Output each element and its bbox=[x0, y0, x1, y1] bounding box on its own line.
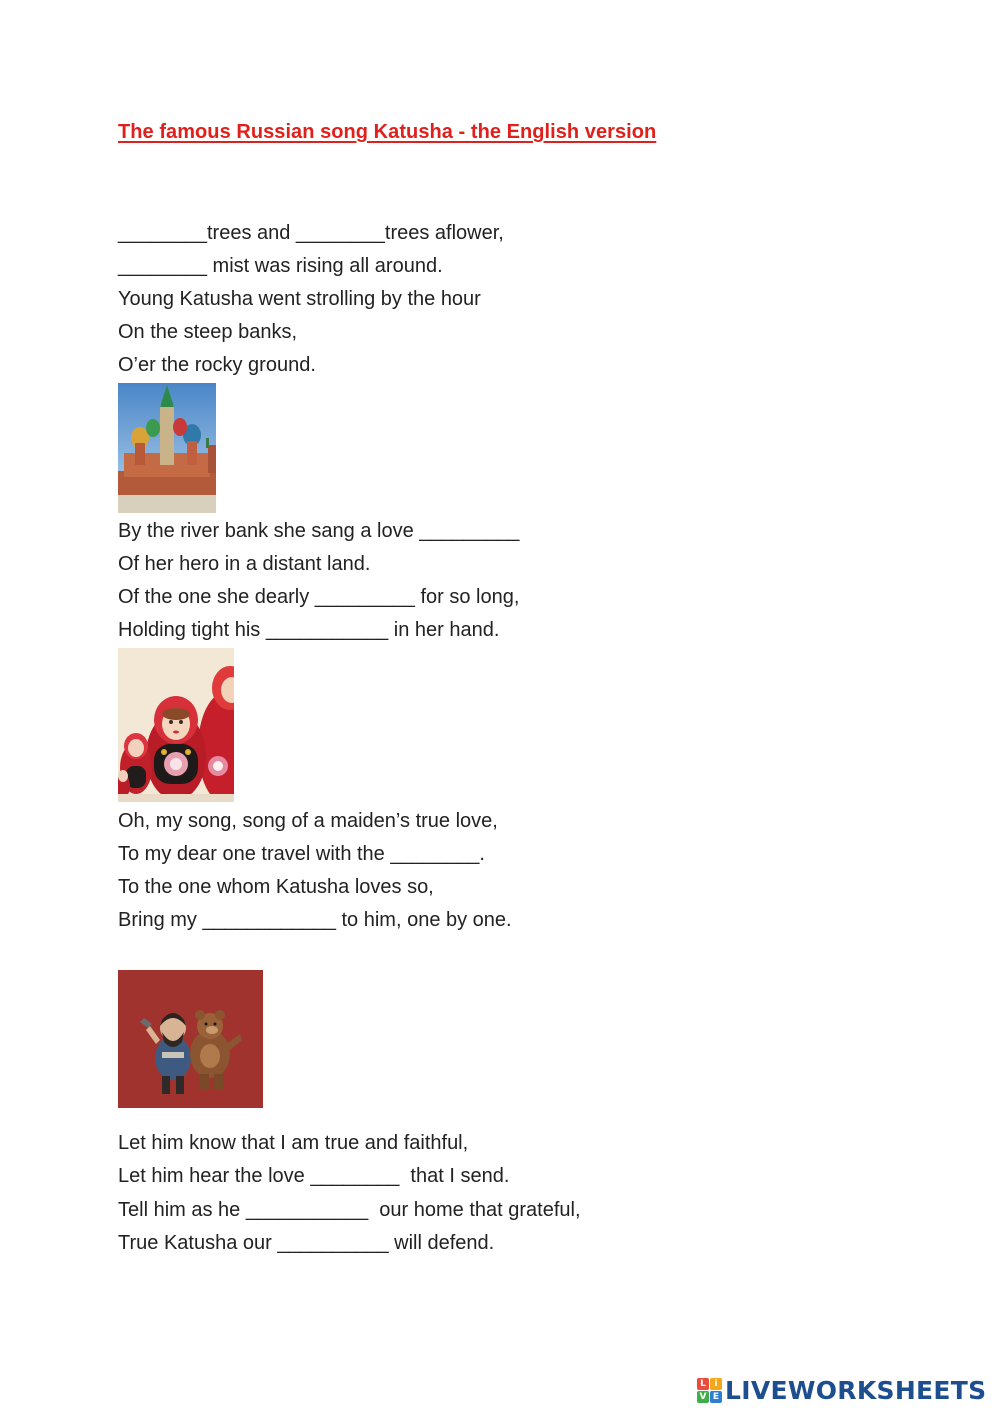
stanza1-line-3: Young Katusha went strolling by the hour bbox=[118, 288, 481, 310]
stanza2-line-4: Holding tight his ___________ in her hand. bbox=[118, 619, 500, 641]
stanza2-line-3: Of the one she dearly _________ for so long, bbox=[118, 586, 520, 608]
stanza4-line-2: Let him hear the love ________ that I send. bbox=[118, 1165, 510, 1187]
stanza4-line-4: True Katusha our __________ will defend. bbox=[118, 1232, 495, 1254]
stanza3-line-3: To the one whom Katusha loves so, bbox=[118, 876, 434, 898]
stanza1-line-1: ________trees and ________trees aflower, bbox=[118, 222, 504, 244]
stanza2-line-1: By the river bank she sang a love _________ bbox=[118, 520, 520, 542]
stanza1-line-2: ________ mist was rising all around. bbox=[118, 255, 443, 277]
dancers-image bbox=[118, 970, 263, 1108]
liveworksheets-logo bbox=[697, 1376, 986, 1405]
logo-cubes-icon bbox=[697, 1377, 723, 1405]
logo-text: LIVEWORKSHEETS bbox=[725, 1376, 987, 1405]
logo-cube-i: i bbox=[710, 1378, 722, 1390]
stanza3-line-2: To my dear one travel with the ________. bbox=[118, 843, 485, 865]
logo-cube-v: V bbox=[697, 1391, 709, 1403]
stanza4-line-3: Tell him as he ___________ our home that grateful, bbox=[118, 1199, 581, 1221]
matryoshka-image bbox=[118, 648, 234, 802]
stanza4-line-1: Let him know that I am true and faithful, bbox=[118, 1132, 469, 1154]
stanza1-line-5: O’er the rocky ground. bbox=[118, 354, 316, 376]
stanza3-line-1: Oh, my song, song of a maiden’s true love, bbox=[118, 810, 498, 832]
page-title: The famous Russian song Katusha - the English version bbox=[118, 121, 657, 143]
cathedral-image bbox=[118, 383, 216, 513]
logo-cube-e: E bbox=[710, 1391, 722, 1403]
stanza1-line-4: On the steep banks, bbox=[118, 321, 298, 343]
stanza2-line-2: Of her hero in a distant land. bbox=[118, 553, 371, 575]
logo-cube-l: L bbox=[697, 1378, 709, 1390]
stanza3-line-4: Bring my ____________ to him, one by one. bbox=[118, 909, 512, 931]
